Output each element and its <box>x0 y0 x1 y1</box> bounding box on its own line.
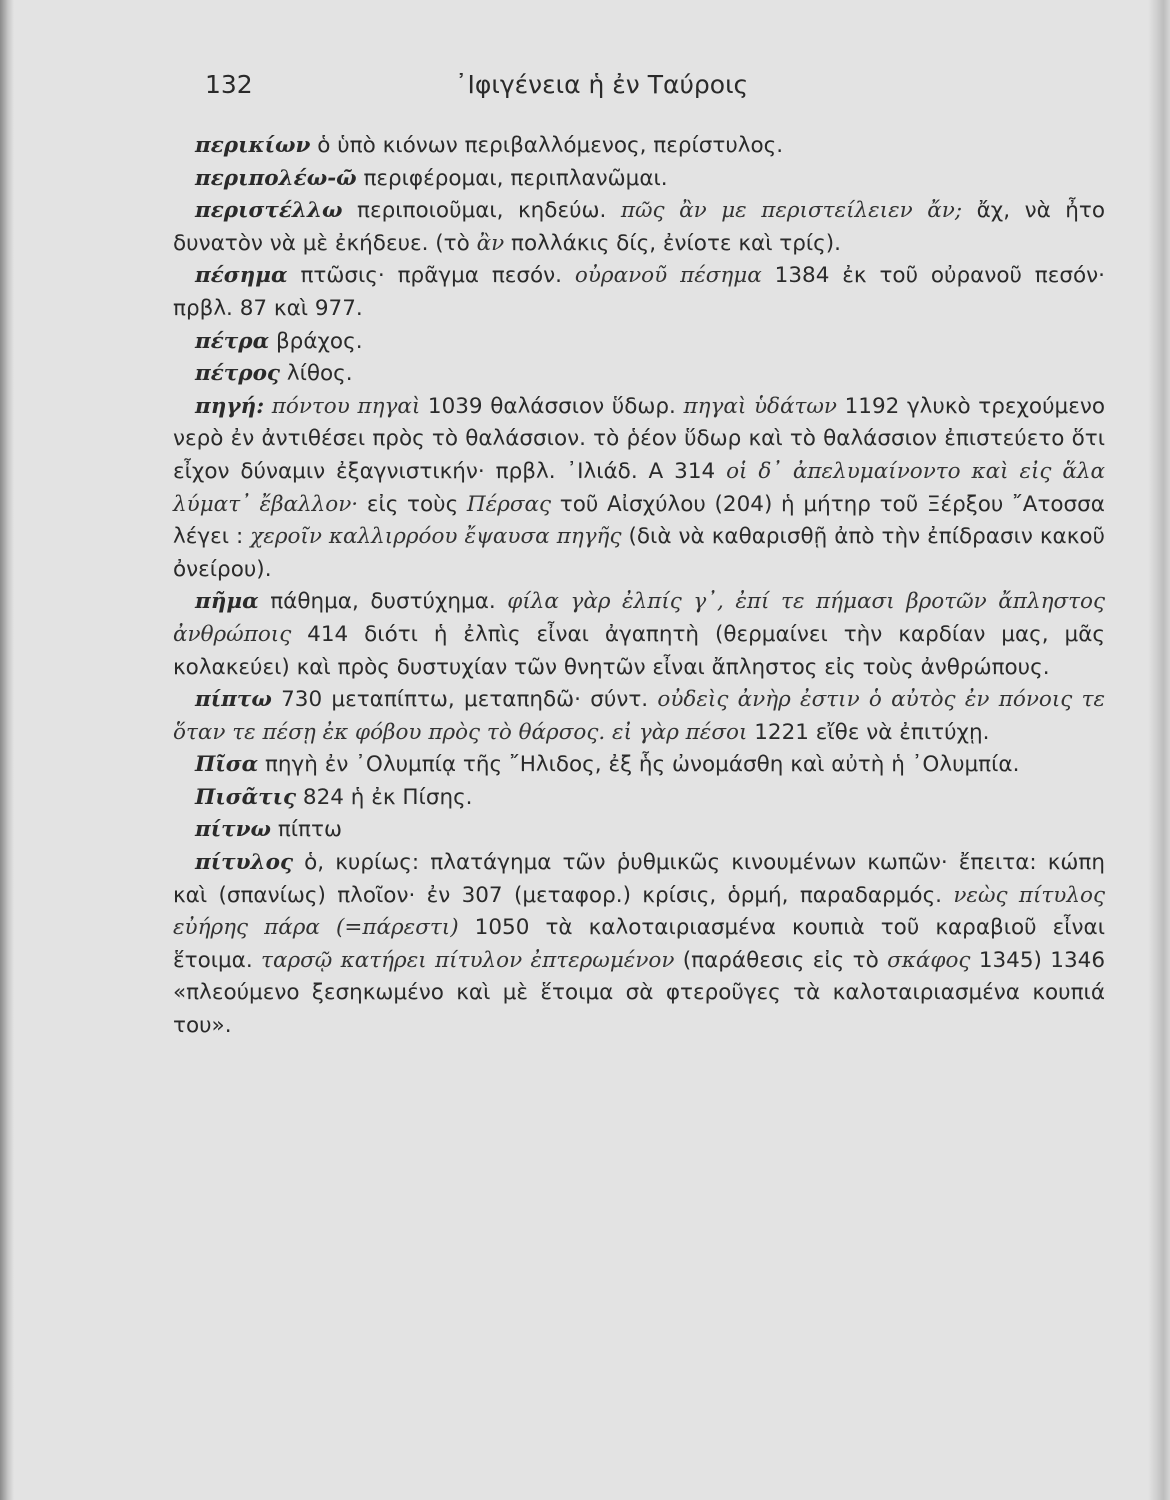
greek-quotation: πόντου πηγαὶ <box>264 393 421 419</box>
headword: πίτνω <box>195 817 271 843</box>
definition-text: ὁ ὑπὸ κιόνων περιβαλλόμενος, περίστυλος. <box>310 133 784 158</box>
definition-text: 1192 γλυκὸ τρεχούμενο νερὸ ἐν ἀντιθέσει πρὸς τὸ θαλάσσιον. τὸ ῥέον ὕδωρ καὶ τὸ θαλάσσιον ἐπιστεύετο ὅτι εἶχον δύναμιν ἐξαγνιστικήν· πρβλ. ᾿Ιλιάδ. Α 314 <box>173 393 1105 484</box>
definition-text: εἰς τοὺς <box>358 491 467 517</box>
greek-quotation: νεὼς πίτυλος εὐήρης πάρα (=πάρεστι) <box>173 882 1105 941</box>
glossary-entry <box>173 847 1105 1043</box>
greek-quotation: σκάφος <box>887 947 971 973</box>
greek-quotation: χεροῖν καλλιρρόου ἔψαυσα πηγῆς <box>250 524 622 550</box>
page-header <box>205 70 805 110</box>
headword: Πῖσα <box>195 752 259 778</box>
greek-quotation: φίλα γὰρ ἐλπίς γ᾿, ἐπί τε πήμασι βροτῶν ἄπληστος ἀνθρώποις <box>173 589 1106 647</box>
glossary-entry <box>173 260 1105 325</box>
glossary-entry <box>173 684 1105 749</box>
definition-text: 1050 τὰ καλοταιριασμένα κουπιὰ τοῦ καραβιοῦ εἶναι ἕτοιμα. <box>173 915 1105 973</box>
definition-text: 414 διότι ἡ ἐλπὶς εἶναι ἀγαπητὴ (θερμαίνει τὴν καρδίαν μας, μᾶς κολακεύει) καὶ πρὸς δυστυχίαν τῶν θνητῶν εἶναι ἄπληστος εἰς τοὺς ἀνθρώπους. <box>173 621 1105 680</box>
definition-text: λίθος. <box>280 361 353 387</box>
running-title: ᾿Ιφιγένεια ἡ ἐν Ταύροις <box>455 70 749 99</box>
headword: πέτρος <box>195 361 281 387</box>
definition-text: πτῶσις· πρᾶγμα πεσόν. <box>287 263 575 289</box>
greek-quotation: πηγαὶ ὑδάτων <box>683 393 837 419</box>
headword: περιστέλλω <box>195 198 343 224</box>
glossary-entry <box>173 814 1105 847</box>
glossary-entry <box>173 326 1105 359</box>
greek-quotation: οὐρανοῦ πέσημα <box>574 263 762 289</box>
definition-text: 1221 εἴθε νὰ ἐπιτύχῃ. <box>747 719 990 745</box>
headword: Πισᾶτις <box>195 784 297 810</box>
definition-text: 1039 θαλάσσιον ὕδωρ. <box>420 393 684 419</box>
greek-quotation: ταρσῷ κατήρει πίτυλον ἐπτερωμένον <box>261 947 675 973</box>
glossary-entry <box>173 782 1105 815</box>
greek-quotation: ἂν <box>476 230 505 256</box>
definition-text: βράχος. <box>269 328 363 354</box>
definition-text: ἄχ, νὰ ἦτο δυνατὸν νὰ μὲ ἐκήδευε. (τὸ <box>173 198 1105 256</box>
greek-quotation: οἱ δ᾿ ἀπελυμαίνοντο καὶ εἰς ἅλα λύματ᾿ ἔβαλλον· <box>173 458 1106 517</box>
definition-text: (διὰ νὰ καθαρισθῇ ἀπὸ τὴν ἐπίδρασιν κακοῦ ὀνείρου). <box>173 524 1105 582</box>
glossary-entry <box>173 749 1105 782</box>
definition-text: 730 μεταπίπτω, μεταπηδῶ· σύντ. <box>271 687 658 713</box>
book-spine-shadow <box>0 0 14 1500</box>
greek-quotation: πῶς ἂν με περιστείλειεν ἄν; <box>620 198 963 224</box>
headword: πέτρα <box>195 328 270 354</box>
glossary-entry <box>173 358 1105 391</box>
page-number: 132 <box>205 70 253 99</box>
headword: πηγή: <box>195 393 265 419</box>
definition-text: πολλάκις δίς, ἐνίοτε καὶ τρίς). <box>504 230 842 256</box>
glossary-entry <box>173 391 1105 587</box>
headword: περιπολέω-ῶ <box>195 165 357 191</box>
definition-text: πίπτω <box>271 817 342 843</box>
glossary-entry <box>173 130 1105 163</box>
headword: περικίων <box>195 133 311 158</box>
definition-text: (παράθεσις εἰς τὸ <box>674 947 888 973</box>
headword: πέσημα <box>195 263 288 289</box>
definition-text: 824 ἡ ἐκ Πίσης. <box>296 784 473 810</box>
glossary-entry <box>173 163 1105 196</box>
glossary-entry <box>173 586 1105 684</box>
headword: πῆμα <box>195 589 259 615</box>
glossary-entries <box>173 130 1105 1043</box>
page-edge-shadow <box>1148 0 1170 1500</box>
definition-text: τοῦ Αἰσχύλου (204) ἡ μήτηρ τοῦ Ξέρξου ῎Ατοσσα λέγει : <box>173 491 1105 550</box>
definition-text: 1384 ἐκ τοῦ οὐρανοῦ πεσόν· πρβλ. 87 καὶ 977. <box>173 263 1105 321</box>
definition-text: πηγὴ ἐν ᾿Ολυμπίᾳ τῆς ῎Ηλιδος, ἐξ ἧς ὠνομάσθη καὶ αὐτὴ ἡ ᾿Ολυμπία. <box>258 752 1020 778</box>
greek-quotation: Πέρσας <box>466 491 552 517</box>
headword: πίτυλος <box>195 850 294 876</box>
definition-text: περιποιοῦμαι, κηδεύω. <box>342 198 621 224</box>
definition-text: ὁ, κυρίως: πλατάγημα τῶν ῥυθμικῶς κινουμένων κωπῶν· ἔπειτα: κώπη καὶ (σπανίως) πλοῖον· ἐν 307 (μεταφορ.) κρίσις, ὁρμή, παραδαρμός. <box>173 850 1105 908</box>
glossary-entry <box>173 195 1105 260</box>
definition-text: 1345) 1346 «πλεούμενο ξεσηκωμένο καὶ μὲ ἕτοιμα σὰ φτεροῦγες τὰ καλοταιριασμένα κουπιά του». <box>173 947 1105 1039</box>
definition-text: περιφέρομαι, περιπλανῶμαι. <box>356 165 668 191</box>
headword: πίπτω <box>195 687 272 713</box>
greek-quotation: οὐδεὶς ἀνὴρ ἐστιν ὁ αὐτὸς ἐν πόνοις τε ὅταν τε πέσῃ ἐκ φόβου πρὸς τὸ θάρσος. εἰ γὰρ πέσοι <box>173 687 1106 745</box>
definition-text: πάθημα, δυστύχημα. <box>258 589 508 615</box>
